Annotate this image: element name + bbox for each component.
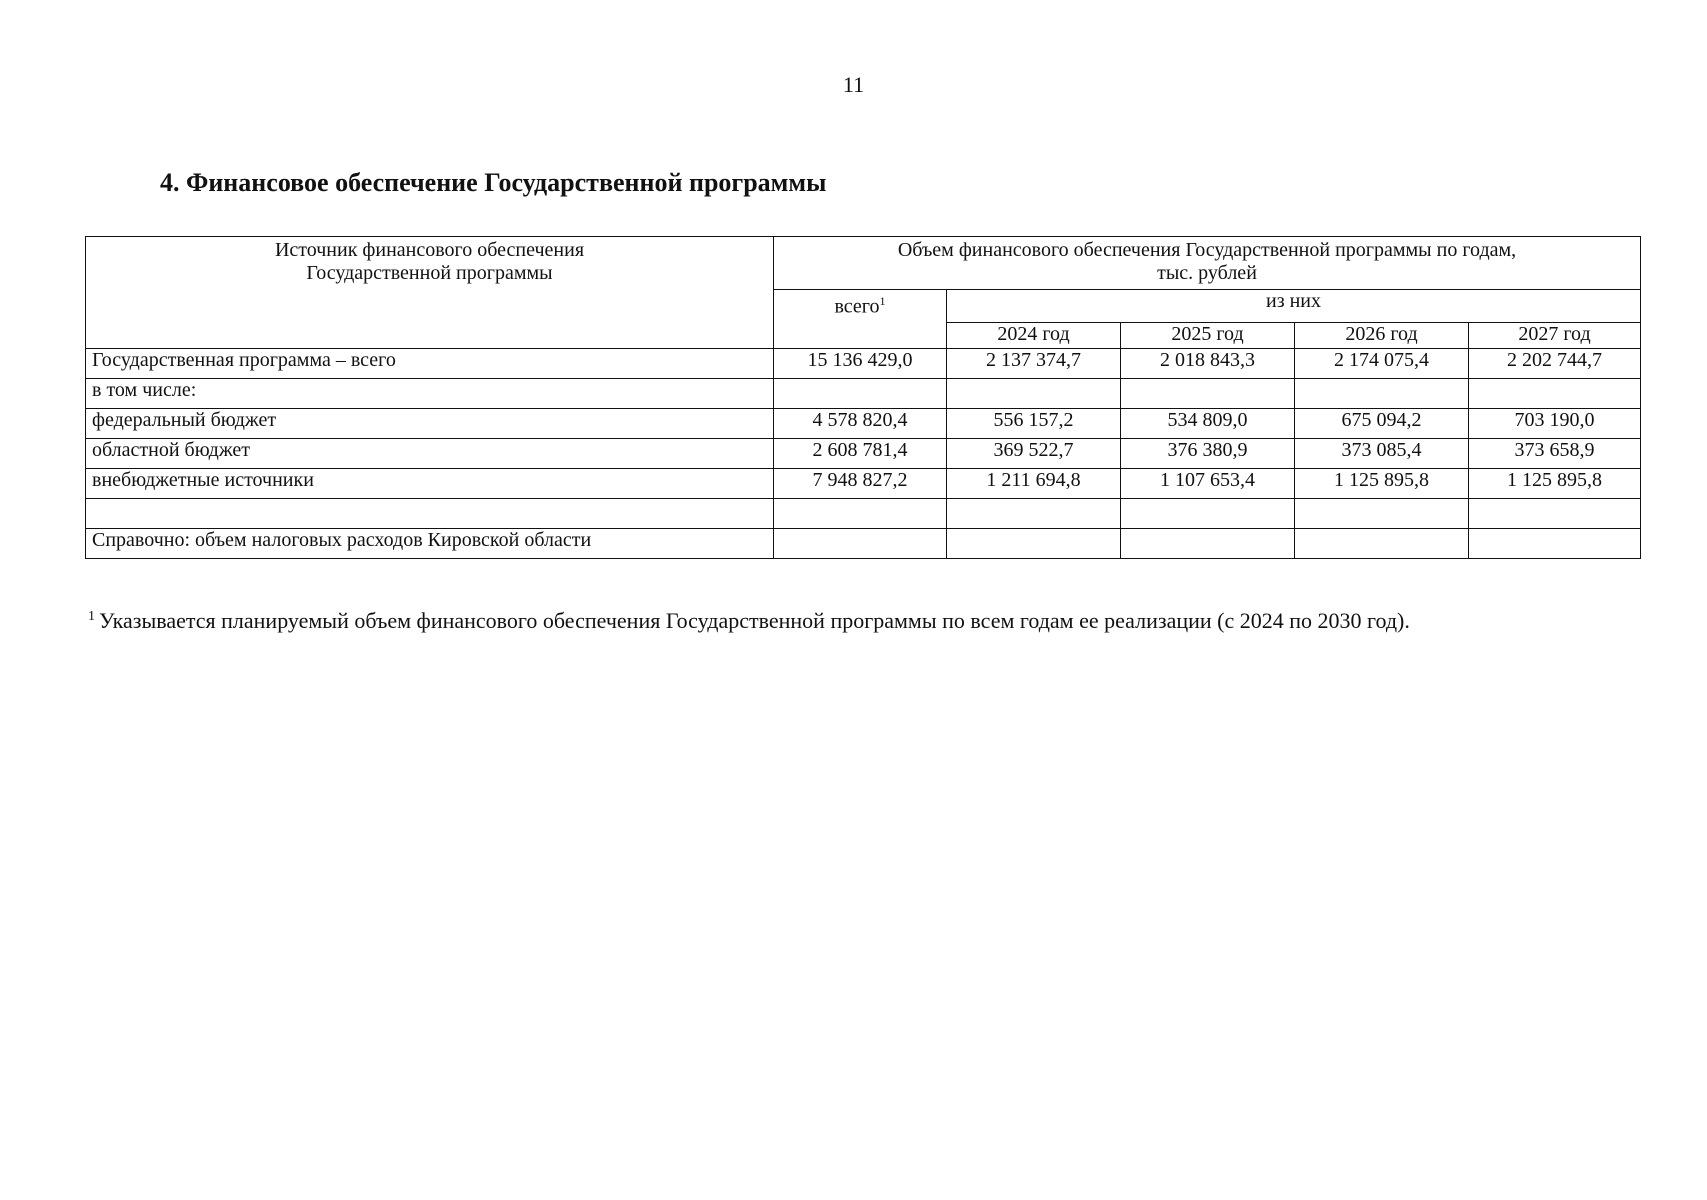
page-number: 11 bbox=[842, 72, 865, 97]
row-value-2026 bbox=[1295, 499, 1469, 529]
row-value-2025 bbox=[1121, 499, 1295, 529]
section-heading: 4. Финансовое обеспечение Государственной программы bbox=[160, 168, 827, 197]
row-value-2027: 2 202 744,7 bbox=[1469, 349, 1641, 379]
header-year-2024: 2024 год bbox=[947, 323, 1121, 349]
row-value-2025: 376 380,9 bbox=[1121, 439, 1295, 469]
row-value-2026: 2 174 075,4 bbox=[1295, 349, 1469, 379]
row-value-2024 bbox=[947, 499, 1121, 529]
header-source-label: Источник финансового обеспечения Государственной программы bbox=[274, 239, 585, 284]
row-value-2025: 1 107 653,4 bbox=[1121, 469, 1295, 499]
row-value-2025 bbox=[1121, 529, 1295, 559]
table-row bbox=[86, 349, 1641, 379]
financing-table bbox=[85, 236, 1641, 559]
table-row bbox=[86, 469, 1641, 499]
row-value-2027: 703 190,0 bbox=[1469, 409, 1641, 439]
row-value-2024 bbox=[947, 529, 1121, 559]
row-label: внебюджетные источники bbox=[86, 469, 774, 499]
row-total: 4 578 820,4 bbox=[774, 409, 947, 439]
row-value-2024: 2 137 374,7 bbox=[947, 349, 1121, 379]
row-value-2026: 1 125 895,8 bbox=[1295, 469, 1469, 499]
row-value-2027 bbox=[1469, 529, 1641, 559]
row-value-2025: 2 018 843,3 bbox=[1121, 349, 1295, 379]
header-source bbox=[86, 237, 774, 349]
header-total-footnote-mark: 1 bbox=[879, 294, 886, 308]
header-volume-line1: Объем финансового обеспечения Государственной программы по годам, bbox=[897, 239, 1517, 261]
table-row bbox=[86, 379, 1641, 409]
header-volume-line2: тыс. рублей bbox=[1157, 262, 1257, 284]
row-label: областной бюджет bbox=[86, 439, 774, 469]
header-of-them: из них bbox=[947, 290, 1641, 323]
header-year-2025: 2025 год bbox=[1121, 323, 1295, 349]
row-total bbox=[774, 379, 947, 409]
row-value-2026: 373 085,4 bbox=[1295, 439, 1469, 469]
row-value-2026 bbox=[1295, 529, 1469, 559]
row-total: 15 136 429,0 bbox=[774, 349, 947, 379]
row-total: 2 608 781,4 bbox=[774, 439, 947, 469]
table-row bbox=[86, 409, 1641, 439]
row-value-2026 bbox=[1295, 379, 1469, 409]
table-row bbox=[86, 439, 1641, 469]
row-label: Справочно: объем налоговых расходов Кировской области bbox=[86, 529, 774, 559]
table-row bbox=[86, 529, 1641, 559]
footnote bbox=[88, 608, 1410, 634]
row-value-2024: 369 522,7 bbox=[947, 439, 1121, 469]
row-total: 7 948 827,2 bbox=[774, 469, 947, 499]
row-label: в том числе: bbox=[86, 379, 774, 409]
header-year-2027: 2027 год bbox=[1469, 323, 1641, 349]
row-value-2025: 534 809,0 bbox=[1121, 409, 1295, 439]
row-value-2026: 675 094,2 bbox=[1295, 409, 1469, 439]
header-year-2026: 2026 год bbox=[1295, 323, 1469, 349]
header-total-label: всего bbox=[834, 295, 880, 318]
row-value-2027: 373 658,9 bbox=[1469, 439, 1641, 469]
row-value-2027 bbox=[1469, 499, 1641, 529]
footnote-mark: 1 bbox=[88, 608, 95, 624]
row-value-2024 bbox=[947, 379, 1121, 409]
row-total bbox=[774, 499, 947, 529]
row-value-2025 bbox=[1121, 379, 1295, 409]
footnote-text: Указывается планируемый объем финансового обеспечения Государственной программы по всем годам ее реализации (с 2024 по 2030 год). bbox=[99, 608, 1410, 633]
header-total bbox=[774, 290, 947, 349]
row-value-2024: 556 157,2 bbox=[947, 409, 1121, 439]
row-label bbox=[86, 499, 774, 529]
row-value-2027: 1 125 895,8 bbox=[1469, 469, 1641, 499]
row-total bbox=[774, 529, 947, 559]
header-volume bbox=[774, 237, 1641, 290]
table-row bbox=[86, 499, 1641, 529]
row-label: Государственная программа – всего bbox=[86, 349, 774, 379]
row-label: федеральный бюджет bbox=[86, 409, 774, 439]
row-value-2027 bbox=[1469, 379, 1641, 409]
row-value-2024: 1 211 694,8 bbox=[947, 469, 1121, 499]
